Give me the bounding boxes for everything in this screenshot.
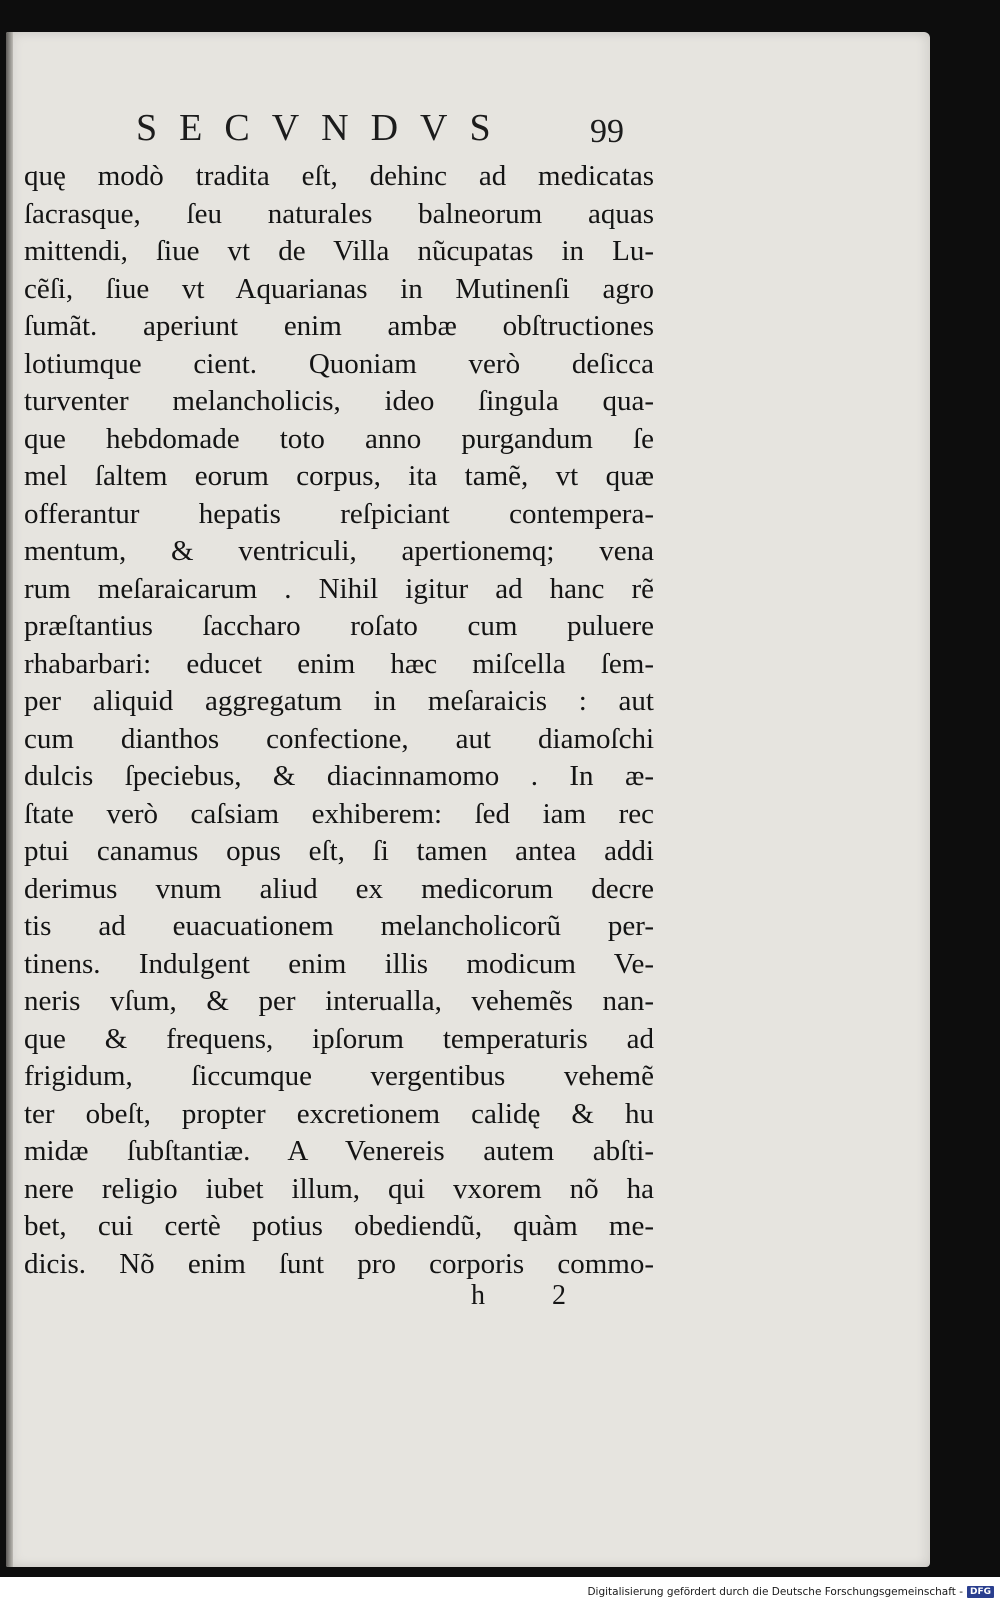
text-line: mel ſaltem eorum corpus, ita tamẽ, vt quæ — [24, 460, 654, 492]
text-line: que hebdomade toto anno purgandum ſe — [24, 422, 654, 455]
digitization-credit — [587, 1586, 994, 1598]
text-line: turventer melancholicis, ideo ſingula qua- — [24, 385, 654, 417]
text-line: ptui canamus opus eſt, ſi tamen antea addi — [24, 835, 654, 867]
text-line: bet, cui certè potius obediendũ, quàm me- — [24, 1210, 654, 1242]
text-line: offerantur hepatis reſpiciant contempera- — [24, 497, 654, 530]
text-line: præſtantius ſaccharo roſato cum puluere — [24, 610, 654, 642]
page-header — [136, 102, 656, 154]
text-line: que & frequens, ipſorum temperaturis ad — [24, 1022, 654, 1055]
running-head: SECVNDVS — [136, 107, 513, 149]
text-line: ſacrasque, ſeu naturales balneorum aquas — [24, 197, 654, 230]
text-line: dicis. Nõ enim ſunt pro corporis commo- — [24, 1247, 654, 1280]
credit-text: Digitalisierung gefördert durch die Deutsche Forschungsgemeinschaft - — [587, 1586, 963, 1598]
text-line: rum meſaraicarum . Nihil igitur ad hanc rẽ — [24, 572, 654, 605]
text-line: ſtate verò caſsiam exhiberem: ſed iam rec — [24, 797, 654, 830]
text-line: neris vſum, & per interualla, vehemẽs nan- — [24, 985, 654, 1017]
text-line: cẽſi, ſiue vt Aquarianas in Mutinenſi agro — [24, 272, 654, 305]
text-line: dulcis ſpeciebus, & diacinnamomo . In æ- — [24, 760, 654, 792]
dfg-logo: DFG — [967, 1586, 994, 1598]
body-text — [24, 158, 654, 1283]
page-gutter-edge — [6, 32, 13, 1567]
text-line: rhabarbari: educet enim hæc miſcella ſem- — [24, 647, 654, 680]
text-line: lotiumque cient. Quoniam verò deſicca — [24, 347, 654, 380]
page-number: 99 — [590, 113, 624, 150]
text-line: quę modò tradita eſt, dehinc ad medicatas — [24, 160, 654, 192]
text-line: mentum, & ventriculi, apertionemq; vena — [24, 535, 654, 567]
text-line: tis ad euacuationem melancholicorũ per- — [24, 910, 654, 942]
text-line: ſumãt. aperiunt enim ambæ obſtructiones — [24, 310, 654, 342]
text-line: derimus vnum aliud ex medicorum decre — [24, 872, 654, 905]
text-line: frigidum, ſiccumque vergentibus vehemẽ — [24, 1060, 654, 1092]
text-line: nere religio iubet illum, qui vxorem nõ ha — [24, 1172, 654, 1205]
text-line: mittendi, ſiue vt de Villa nũcupatas in Lu- — [24, 235, 654, 267]
text-line: cum dianthos confectione, aut diamoſchi — [24, 722, 654, 755]
text-line: tinens. Indulgent enim illis modicum Ve- — [24, 947, 654, 980]
text-line: midæ ſubſtantiæ. A Venereis autem abſti- — [24, 1135, 654, 1167]
text-line: ter obeſt, propter excretionem calidę & hu — [24, 1097, 654, 1130]
text-line: per aliquid aggregatum in meſaraicis : aut — [24, 685, 654, 717]
book-page — [6, 32, 930, 1567]
signature-mark: h 2 — [471, 1280, 596, 1311]
